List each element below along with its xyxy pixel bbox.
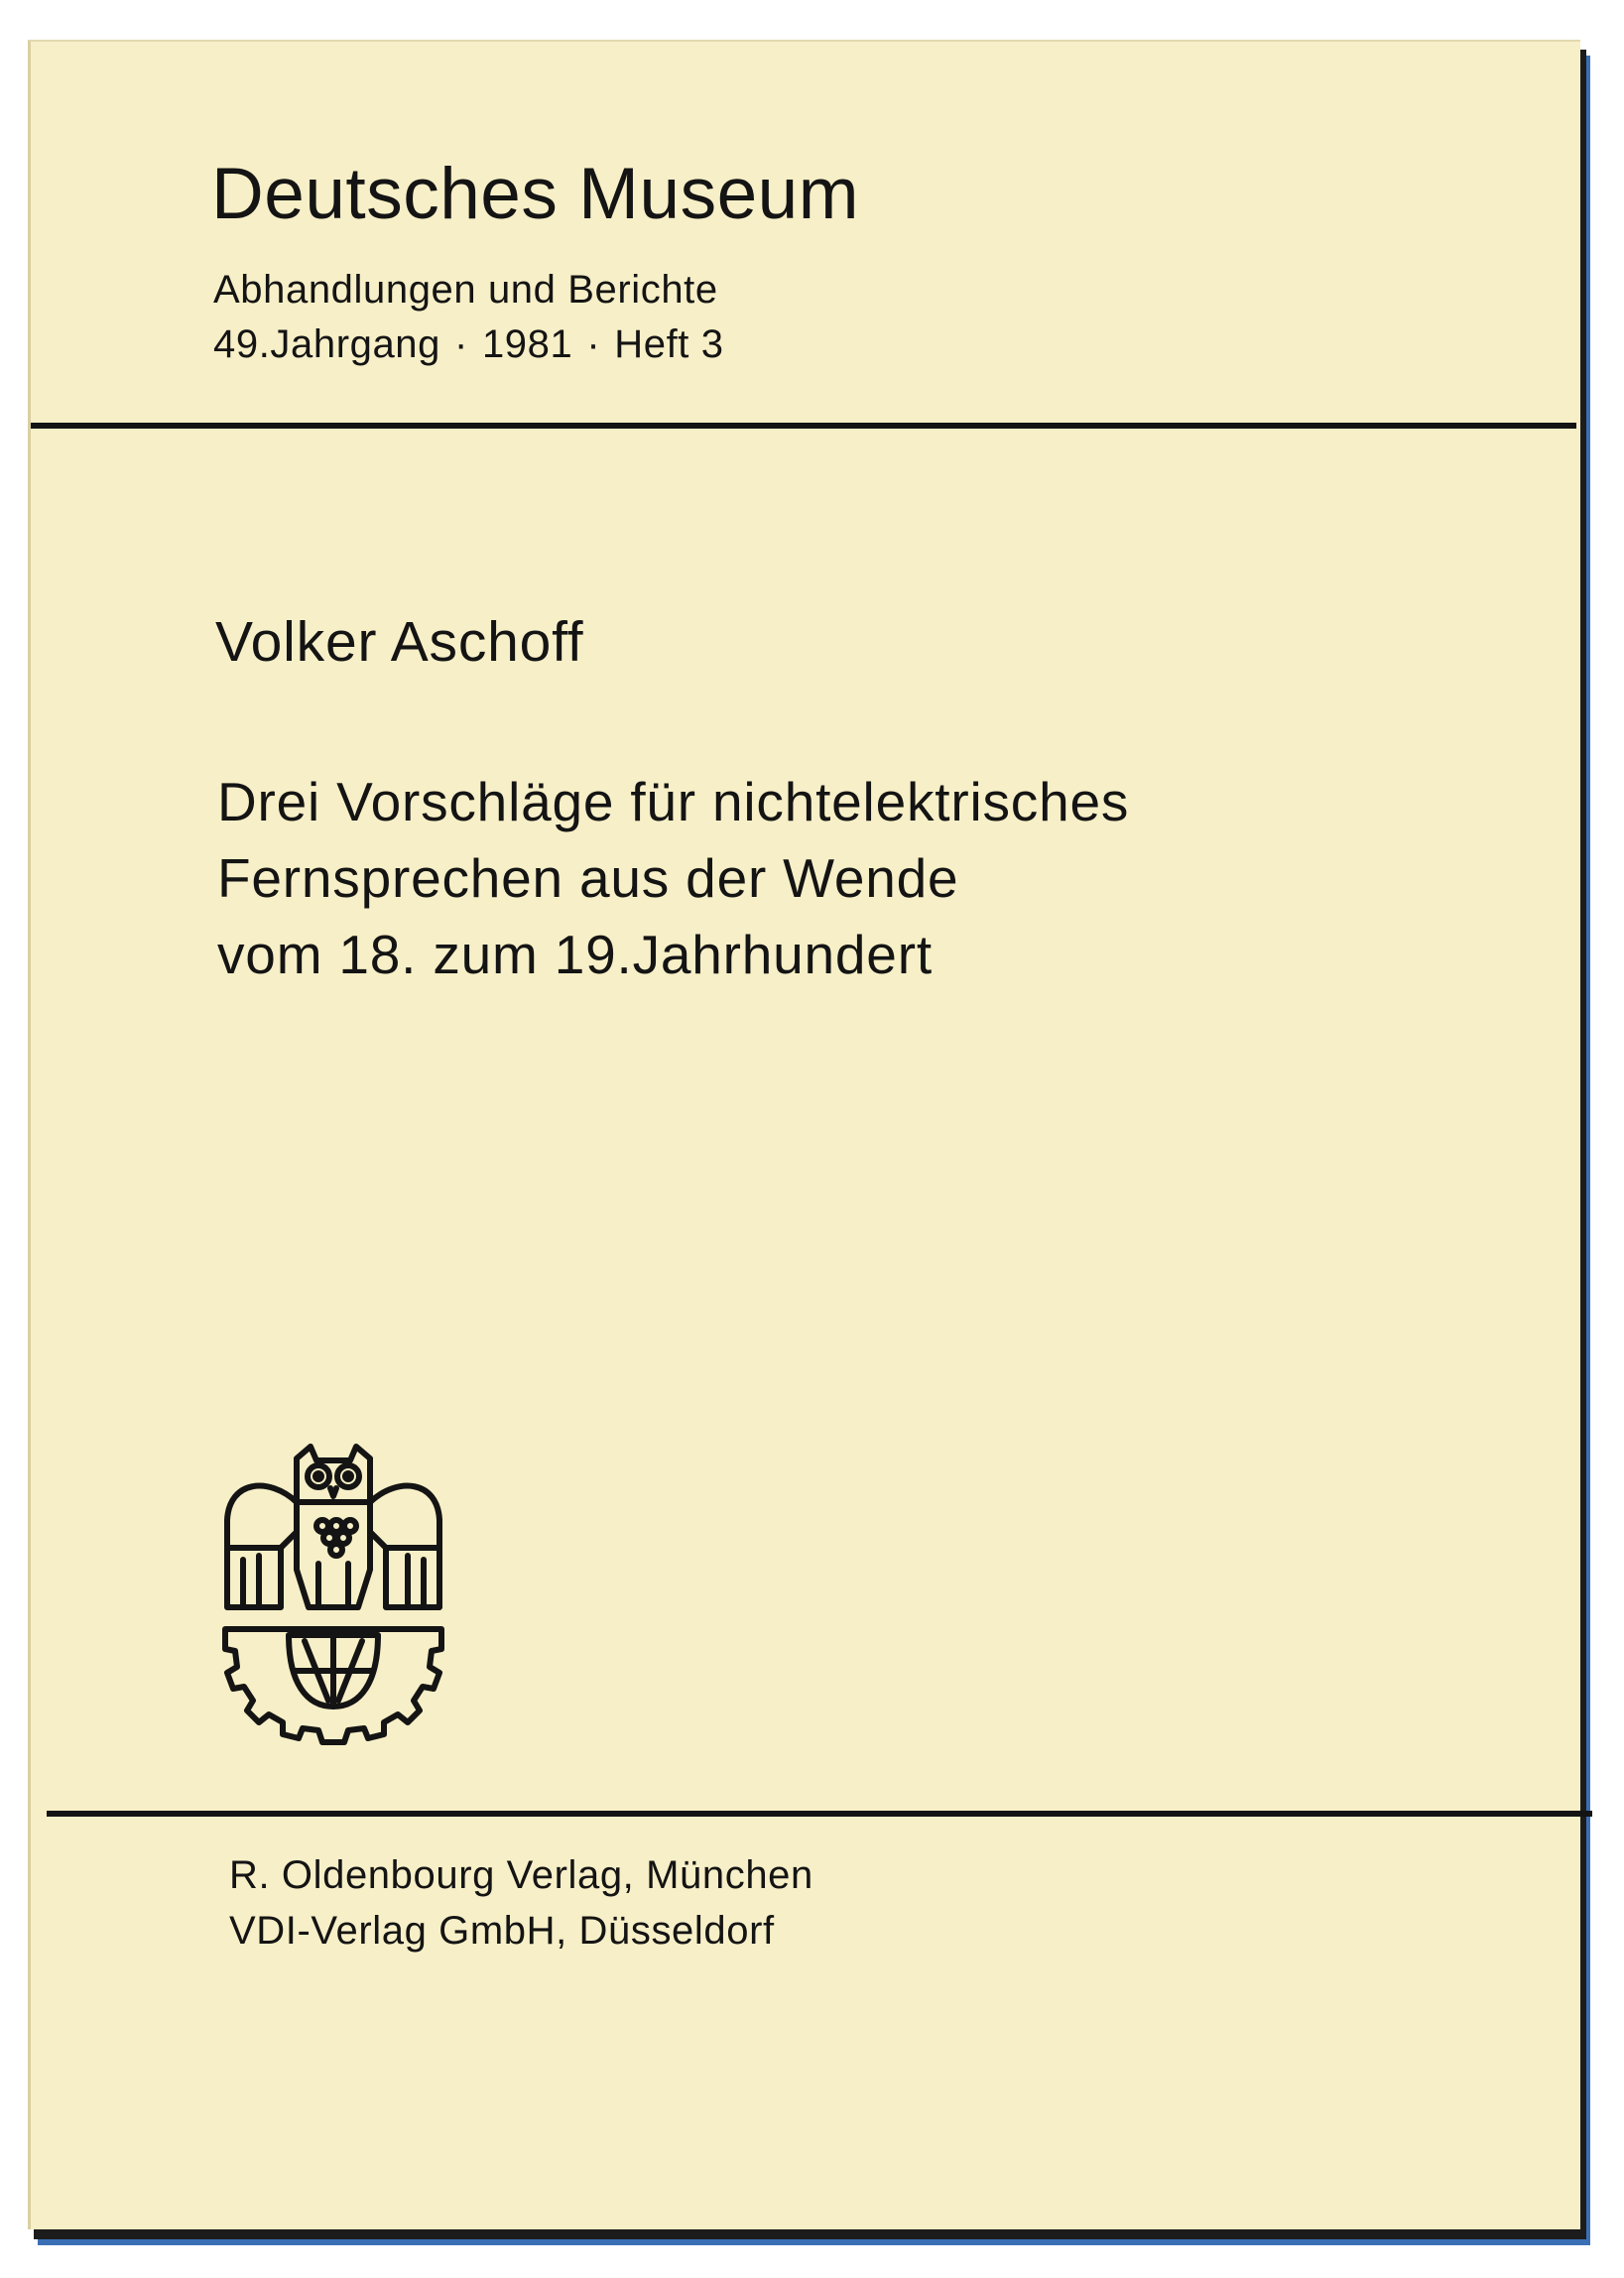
publisher-block xyxy=(229,1847,813,1959)
book-cover xyxy=(28,40,1580,2229)
title-line: Drei Vorschläge für nichtelektrisches xyxy=(217,771,1130,832)
author-name: Volker Aschoff xyxy=(215,610,584,674)
title-line: Fernsprechen aus der Wende xyxy=(217,847,959,909)
owl-eagle-gear-emblem-icon xyxy=(219,1441,447,1758)
bottom-divider-rule xyxy=(47,1811,1592,1817)
series-title: Deutsches Museum xyxy=(211,154,860,234)
series-subtitle: Abhandlungen und Berichte xyxy=(213,268,718,312)
work-title xyxy=(217,764,1129,993)
top-divider-rule xyxy=(31,423,1576,429)
year-label: 1981 xyxy=(481,322,573,366)
publisher-line: R. Oldenbourg Verlag, München xyxy=(229,1853,813,1897)
separator-dot: · xyxy=(454,322,468,366)
issue-label: Heft 3 xyxy=(614,322,724,366)
title-line: vom 18. zum 19.Jahrhundert xyxy=(217,924,933,985)
publisher-line: VDI-Verlag GmbH, Düsseldorf xyxy=(229,1909,775,1953)
separator-dot: · xyxy=(586,322,601,366)
volume-label: 49.Jahrgang xyxy=(213,322,441,366)
issue-info xyxy=(213,322,724,367)
